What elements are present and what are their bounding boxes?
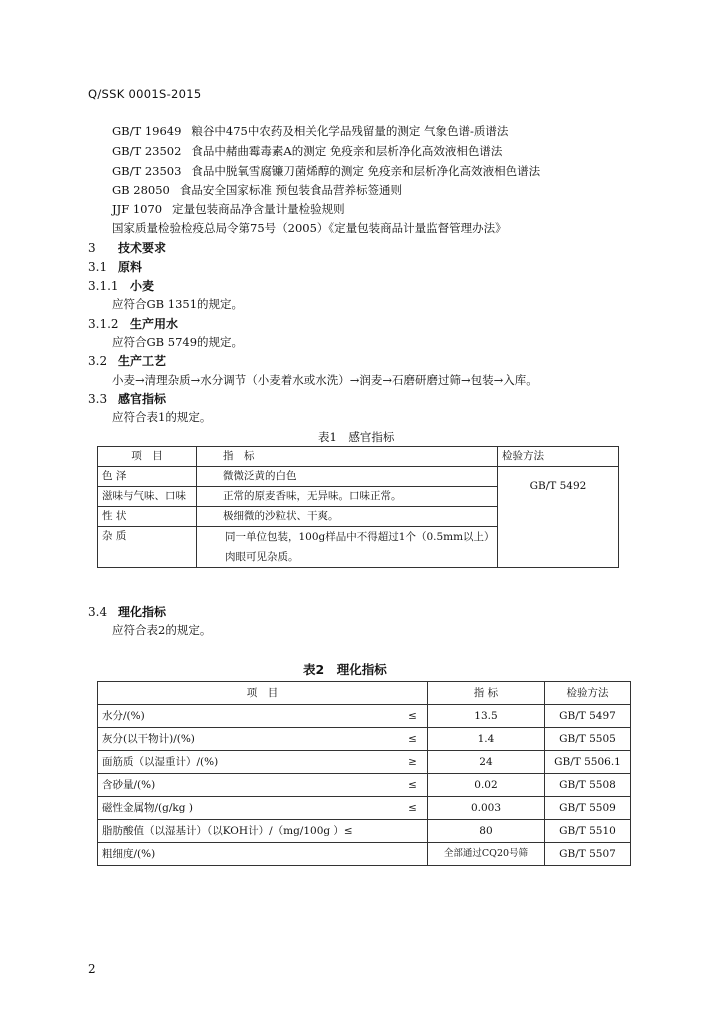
- table-row: [98, 751, 631, 774]
- reference-title: 食品安全国家标准 预包装食品营养标签通则: [179, 183, 403, 197]
- reference-code: GB 28050: [112, 183, 170, 197]
- section-number: 3.1: [88, 260, 108, 274]
- table-row: [98, 820, 631, 843]
- item-cell: 灰分(以干物计)/(%): [98, 728, 373, 751]
- method-cell: GB/T 5497: [544, 705, 630, 728]
- spec-cell: 微微泛黄的白色: [197, 467, 498, 487]
- spec-cell: 正常的原麦香味，无异味。口味正常。: [197, 487, 498, 507]
- document-code: Q/SSK 0001S-2015: [88, 87, 202, 101]
- section-number: 3.4: [88, 605, 108, 619]
- item-cell: 磁性金属物/(g/kg ): [98, 797, 373, 820]
- section-title: 感官指标: [118, 392, 167, 406]
- section-number: 3.2: [88, 354, 108, 368]
- reference-code: GB/T 19649: [112, 124, 182, 138]
- header-cell: 检验方法: [498, 447, 619, 467]
- method-cell: GB/T 5492: [498, 467, 619, 568]
- paragraph: 应符合表2的规定。: [112, 623, 212, 637]
- table-header-row: [98, 447, 619, 467]
- method-cell: GB/T 5506.1: [544, 751, 630, 774]
- process-flow: 小麦→清理杂质→水分调节（小麦着水或水洗）→润麦→石磨研磨过筛→包装→入库。: [112, 373, 538, 387]
- table-row: [98, 843, 631, 866]
- section-heading: [88, 352, 166, 369]
- section-heading: [88, 258, 142, 275]
- reference-item: [112, 123, 508, 139]
- item-cell: 面筋质（以湿重计）/(%): [98, 751, 373, 774]
- section-number: 3.1.2: [88, 317, 119, 331]
- table-row: [98, 467, 619, 487]
- value-cell: 80: [427, 820, 544, 843]
- section-heading: [88, 315, 178, 332]
- reference-title: 国家质量检验检疫总局令第75号（2005）《定量包装商品计量监督管理办法》: [112, 221, 507, 235]
- item-cell: 杂 质: [98, 527, 197, 568]
- section-title: 原料: [118, 260, 143, 274]
- paragraph: 应符合GB 5749的规定。: [112, 335, 244, 349]
- value-cell: 1.4: [427, 728, 544, 751]
- method-cell: GB/T 5508: [544, 774, 630, 797]
- item-cell: 脂肪酸值（以湿基计）（以KOH计）/（mg/100g ）≤: [98, 820, 428, 843]
- reference-title: 食品中脱氧雪腐镰刀菌烯醇的测定 免疫亲和层析净化高效液相色谱法: [191, 164, 541, 178]
- operator-cell: ≥: [373, 751, 428, 774]
- section-number: 3.1.1: [88, 279, 119, 293]
- reference-code: GB/T 23502: [112, 144, 182, 158]
- operator-cell: ≤: [373, 774, 428, 797]
- section-title: 小麦: [130, 279, 155, 293]
- reference-code: JJF 1070: [112, 202, 163, 216]
- operator-cell: ≤: [373, 728, 428, 751]
- item-cell: 性 状: [98, 507, 197, 527]
- table-row: [98, 728, 631, 751]
- header-cell: 指 标: [197, 447, 498, 467]
- header-cell: 指 标: [427, 682, 544, 705]
- reference-item: [112, 220, 507, 236]
- spec-text: 肉眼可见杂质。: [225, 551, 299, 563]
- method-cell: GB/T 5505: [544, 728, 630, 751]
- reference-title: 食品中赭曲霉毒素A的测定 免疫亲和层析净化高效液相色谱法: [191, 144, 503, 158]
- operator-cell: ≤: [373, 705, 428, 728]
- item-cell: 色 泽: [98, 467, 197, 487]
- section-title: 理化指标: [118, 605, 167, 619]
- reference-item: [112, 201, 345, 217]
- method-cell: GB/T 5510: [544, 820, 630, 843]
- item-cell: 滋味与气味、口味: [98, 487, 197, 507]
- item-cell: 粗细度/(%): [98, 843, 428, 866]
- spec-cell: 极细微的沙粒状、干爽。: [197, 507, 498, 527]
- value-cell: 0.02: [427, 774, 544, 797]
- sensory-table: [97, 446, 619, 568]
- item-cell: 含砂量/(%): [98, 774, 373, 797]
- operator-cell: ≤: [373, 797, 428, 820]
- section-heading: [88, 390, 166, 407]
- header-cell: 项 目: [98, 447, 197, 467]
- section-title: 生产用水: [130, 317, 179, 331]
- table-row: [98, 705, 631, 728]
- table1-caption: 表1 感官指标: [318, 430, 395, 444]
- page-number: 2: [88, 962, 96, 976]
- section-heading: [88, 239, 166, 256]
- section-number: 3.3: [88, 392, 108, 406]
- reference-item: [112, 163, 540, 179]
- section-heading: [88, 277, 154, 294]
- method-cell: GB/T 5507: [544, 843, 630, 866]
- table-header-row: [98, 682, 631, 705]
- reference-item: [112, 182, 402, 198]
- section-heading: [88, 603, 166, 620]
- value-cell: 13.5: [427, 705, 544, 728]
- section-number: 3: [88, 241, 96, 255]
- reference-title: 定量包装商品净含量计量检验规则: [172, 202, 345, 216]
- reference-code: GB/T 23503: [112, 164, 182, 178]
- paragraph: 应符合表1的规定。: [112, 410, 212, 424]
- method-cell: GB/T 5509: [544, 797, 630, 820]
- table-row: [98, 774, 631, 797]
- item-cell: 水分/(%): [98, 705, 373, 728]
- physicochemical-table: [97, 681, 631, 866]
- reference-title: 粮谷中475中农药及相关化学品残留量的测定 气象色谱-质谱法: [191, 124, 509, 138]
- spec-cell: [197, 527, 498, 568]
- table-row: [98, 797, 631, 820]
- section-title: 技术要求: [118, 241, 167, 255]
- value-cell: 0.003: [427, 797, 544, 820]
- section-title: 生产工艺: [118, 354, 167, 368]
- reference-item: [112, 143, 502, 159]
- header-cell: 检验方法: [544, 682, 630, 705]
- spec-text: 同一单位包装，100g样品中不得超过1个（0.5mm以上）: [225, 531, 495, 543]
- value-cell: 24: [427, 751, 544, 774]
- table2-caption: 表2 理化指标: [303, 662, 387, 677]
- value-cell: 全部通过CQ20号筛: [427, 843, 544, 866]
- paragraph: 应符合GB 1351的规定。: [112, 297, 244, 311]
- header-cell: 项 目: [98, 682, 428, 705]
